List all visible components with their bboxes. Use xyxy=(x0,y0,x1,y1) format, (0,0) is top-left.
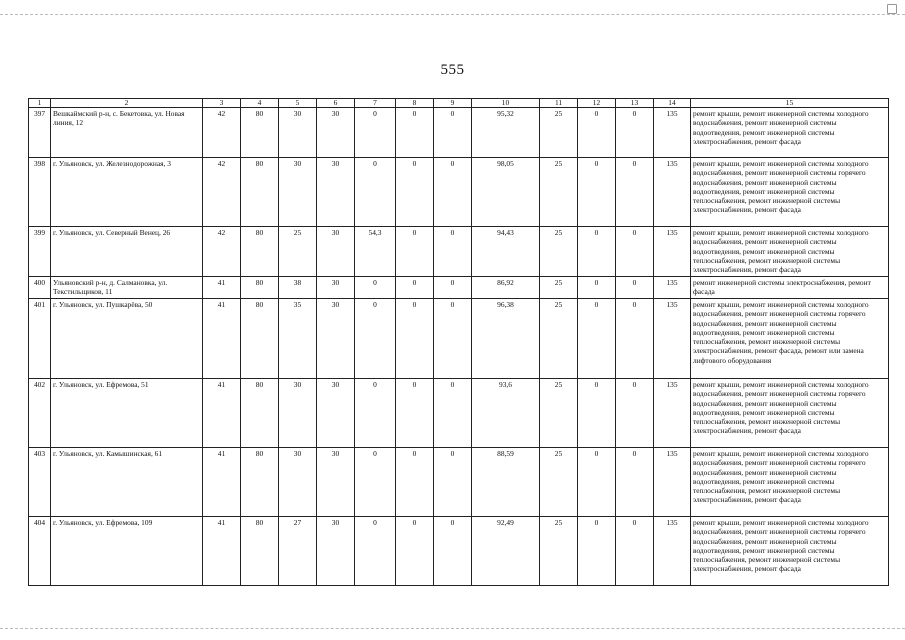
value-cell: 80 xyxy=(241,299,279,379)
value-cell: 135 xyxy=(654,158,691,227)
value-cell: 25 xyxy=(540,299,578,379)
value-cell: 25 xyxy=(540,379,578,448)
value-cell: 42 xyxy=(203,108,241,158)
row-id-cell: 402 xyxy=(29,379,51,448)
value-cell: 0 xyxy=(616,158,654,227)
value-cell: 0 xyxy=(616,517,654,586)
column-header: 10 xyxy=(472,99,540,108)
value-cell: 0 xyxy=(396,517,434,586)
value-cell: 0 xyxy=(434,277,472,299)
table-row xyxy=(29,108,889,158)
value-cell: 25 xyxy=(540,277,578,299)
value-cell: 92,49 xyxy=(472,517,540,586)
table-row xyxy=(29,158,889,227)
address-cell: г. Ульяновск, ул. Пушкарёва, 50 xyxy=(51,299,203,379)
value-cell: 0 xyxy=(355,299,396,379)
value-cell: 0 xyxy=(355,158,396,227)
table-row xyxy=(29,277,889,299)
column-header: 14 xyxy=(654,99,691,108)
table-row xyxy=(29,299,889,379)
value-cell: 80 xyxy=(241,448,279,517)
column-header: 12 xyxy=(578,99,616,108)
row-id-cell: 399 xyxy=(29,227,51,277)
value-cell: 88,59 xyxy=(472,448,540,517)
value-cell: 0 xyxy=(434,108,472,158)
value-cell: 30 xyxy=(317,277,355,299)
works-cell: ремонт крыши, ремонт инженерной системы холодного водоснабжения, ремонт инженерной системы горячего водоснабжения, ремонт инженерной системы водоотведения, ремонт инженерной системы теплоснабжения, ремонт инженерной системы электроснабжения, ремонт фасада xyxy=(691,517,889,586)
column-header: 5 xyxy=(279,99,317,108)
column-header: 11 xyxy=(540,99,578,108)
scan-dash-line-bottom xyxy=(0,628,905,629)
value-cell: 94,43 xyxy=(472,227,540,277)
value-cell: 0 xyxy=(616,227,654,277)
value-cell: 0 xyxy=(578,448,616,517)
value-cell: 0 xyxy=(578,158,616,227)
works-cell: ремонт крыши, ремонт инженерной системы холодного водоснабжения, ремонт инженерной системы водоотведения, ремонт инженерной системы теплоснабжения, ремонт инженерной системы электроснабжения, ремонт фасада xyxy=(691,227,889,277)
column-header: 6 xyxy=(317,99,355,108)
value-cell: 0 xyxy=(396,448,434,517)
column-header: 4 xyxy=(241,99,279,108)
row-id-cell: 401 xyxy=(29,299,51,379)
row-id-cell: 404 xyxy=(29,517,51,586)
value-cell: 135 xyxy=(654,517,691,586)
works-cell: ремонт крыши, ремонт инженерной системы холодного водоснабжения, ремонт инженерной системы водоотведения, ремонт инженерной системы электроснабжения, ремонт фасада xyxy=(691,108,889,158)
address-cell: Вешкаймский р-н, с. Бекетовка, ул. Новая линия, 12 xyxy=(51,108,203,158)
value-cell: 0 xyxy=(434,379,472,448)
value-cell: 0 xyxy=(355,379,396,448)
value-cell: 0 xyxy=(355,448,396,517)
value-cell: 135 xyxy=(654,448,691,517)
value-cell: 0 xyxy=(578,517,616,586)
value-cell: 25 xyxy=(279,227,317,277)
value-cell: 42 xyxy=(203,227,241,277)
value-cell: 0 xyxy=(434,517,472,586)
column-header: 8 xyxy=(396,99,434,108)
address-cell: г. Ульяновск, ул. Камышинская, 61 xyxy=(51,448,203,517)
scan-dash-line-top xyxy=(0,14,905,15)
works-cell: ремонт крыши, ремонт инженерной системы холодного водоснабжения, ремонт инженерной системы горячего водоснабжения, ремонт инженерной системы водоотведения, ремонт инженерной системы теплоснабжения, ремонт инженерной системы электроснабжения, ремонт фасада, ремонт или замена лифтового оборудования xyxy=(691,299,889,379)
value-cell: 0 xyxy=(616,108,654,158)
column-header: 2 xyxy=(51,99,203,108)
value-cell: 25 xyxy=(540,517,578,586)
value-cell: 0 xyxy=(434,158,472,227)
value-cell: 30 xyxy=(317,448,355,517)
value-cell: 30 xyxy=(279,108,317,158)
value-cell: 80 xyxy=(241,277,279,299)
value-cell: 0 xyxy=(578,108,616,158)
value-cell: 0 xyxy=(396,227,434,277)
value-cell: 0 xyxy=(578,277,616,299)
value-cell: 80 xyxy=(241,379,279,448)
table-body xyxy=(29,99,889,586)
value-cell: 0 xyxy=(578,379,616,448)
value-cell: 80 xyxy=(241,158,279,227)
value-cell: 135 xyxy=(654,299,691,379)
page-number: 555 xyxy=(440,62,465,78)
value-cell: 25 xyxy=(540,108,578,158)
value-cell: 38 xyxy=(279,277,317,299)
value-cell: 135 xyxy=(654,379,691,448)
value-cell: 80 xyxy=(241,227,279,277)
value-cell: 80 xyxy=(241,108,279,158)
row-id-cell: 397 xyxy=(29,108,51,158)
column-header: 7 xyxy=(355,99,396,108)
column-header: 3 xyxy=(203,99,241,108)
value-cell: 0 xyxy=(396,299,434,379)
address-cell: г. Ульяновск, ул. Железнодорожная, 3 xyxy=(51,158,203,227)
value-cell: 41 xyxy=(203,379,241,448)
value-cell: 30 xyxy=(279,158,317,227)
value-cell: 0 xyxy=(396,379,434,448)
works-cell: ремонт крыши, ремонт инженерной системы холодного водоснабжения, ремонт инженерной системы горячего водоснабжения, ремонт инженерной системы водоотведения, ремонт инженерной системы теплоснабжения, ремонт инженерной системы электроснабжения, ремонт фасада xyxy=(691,448,889,517)
value-cell: 30 xyxy=(317,379,355,448)
row-id-cell: 400 xyxy=(29,277,51,299)
value-cell: 0 xyxy=(578,299,616,379)
value-cell: 41 xyxy=(203,448,241,517)
value-cell: 135 xyxy=(654,277,691,299)
works-cell: ремонт крыши, ремонт инженерной системы холодного водоснабжения, ремонт инженерной системы горячего водоснабжения, ремонт инженерной системы водоотведения, ремонт инженерной системы теплоснабжения, ремонт инженерной системы электроснабжения, ремонт фасада xyxy=(691,158,889,227)
value-cell: 0 xyxy=(616,299,654,379)
value-cell: 0 xyxy=(396,277,434,299)
table-row xyxy=(29,517,889,586)
value-cell: 0 xyxy=(616,277,654,299)
column-header: 15 xyxy=(691,99,889,108)
value-cell: 0 xyxy=(434,448,472,517)
column-header: 13 xyxy=(616,99,654,108)
value-cell: 25 xyxy=(540,227,578,277)
value-cell: 0 xyxy=(434,299,472,379)
value-cell: 30 xyxy=(317,299,355,379)
value-cell: 25 xyxy=(540,448,578,517)
table-row xyxy=(29,227,889,277)
value-cell: 95,32 xyxy=(472,108,540,158)
value-cell: 0 xyxy=(396,158,434,227)
address-cell: г. Ульяновск, ул. Ефремова, 109 xyxy=(51,517,203,586)
scan-corner-mark xyxy=(887,4,897,14)
value-cell: 30 xyxy=(317,517,355,586)
address-cell: г. Ульяновск, ул. Ефремова, 51 xyxy=(51,379,203,448)
value-cell: 0 xyxy=(355,277,396,299)
value-cell: 30 xyxy=(279,448,317,517)
row-id-cell: 398 xyxy=(29,158,51,227)
value-cell: 135 xyxy=(654,108,691,158)
value-cell: 25 xyxy=(540,158,578,227)
value-cell: 0 xyxy=(434,227,472,277)
works-cell: ремонт инженерной системы электроснабжения, ремонт фасада xyxy=(691,277,889,299)
column-header: 9 xyxy=(434,99,472,108)
table-row xyxy=(29,379,889,448)
value-cell: 98,05 xyxy=(472,158,540,227)
value-cell: 0 xyxy=(578,227,616,277)
value-cell: 80 xyxy=(241,517,279,586)
value-cell: 30 xyxy=(317,108,355,158)
value-cell: 93,6 xyxy=(472,379,540,448)
value-cell: 41 xyxy=(203,299,241,379)
value-cell: 41 xyxy=(203,277,241,299)
value-cell: 42 xyxy=(203,158,241,227)
value-cell: 86,92 xyxy=(472,277,540,299)
row-id-cell: 403 xyxy=(29,448,51,517)
works-cell: ремонт крыши, ремонт инженерной системы холодного водоснабжения, ремонт инженерной системы горячего водоснабжения, ремонт инженерной системы водоотведения, ремонт инженерной системы теплоснабжения, ремонт инженерной системы электроснабжения, ремонт фасада xyxy=(691,379,889,448)
value-cell: 54,3 xyxy=(355,227,396,277)
address-cell: г. Ульяновск, ул. Северный Венец, 26 xyxy=(51,227,203,277)
value-cell: 30 xyxy=(317,158,355,227)
value-cell: 0 xyxy=(616,379,654,448)
value-cell: 35 xyxy=(279,299,317,379)
column-header: 1 xyxy=(29,99,51,108)
table-row xyxy=(29,448,889,517)
value-cell: 0 xyxy=(396,108,434,158)
address-cell: Ульяновский р-н, д. Салмановка, ул. Текстильщиков, 11 xyxy=(51,277,203,299)
value-cell: 41 xyxy=(203,517,241,586)
value-cell: 30 xyxy=(317,227,355,277)
repair-program-table xyxy=(28,98,889,586)
value-cell: 0 xyxy=(355,517,396,586)
header-row xyxy=(29,99,889,108)
value-cell: 27 xyxy=(279,517,317,586)
value-cell: 0 xyxy=(616,448,654,517)
value-cell: 30 xyxy=(279,379,317,448)
value-cell: 135 xyxy=(654,227,691,277)
value-cell: 96,38 xyxy=(472,299,540,379)
value-cell: 0 xyxy=(355,108,396,158)
